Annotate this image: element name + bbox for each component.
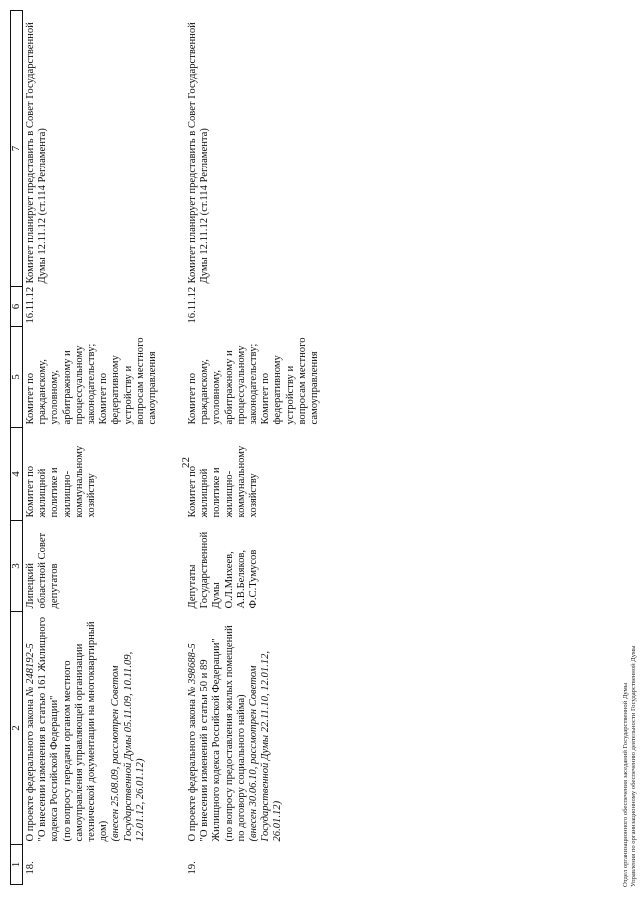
responsible-committee: Комитет по жилищной политике и жилищно-коммунальному хозяйству (187, 445, 260, 518)
page-number: 22 (180, 457, 192, 468)
bill-prefix: О проекте федерального закона (187, 699, 198, 842)
table-row (23, 11, 186, 885)
bill-author: Липецкий областной Совет депутатов (25, 532, 61, 609)
footer (622, 645, 638, 887)
bill-number: № 398688-5 (187, 643, 198, 697)
column-header-1: 1 (11, 845, 23, 885)
planned-date: 16.11.12 (187, 286, 198, 324)
co-committees: Комитет по гражданскому, уголовному, арбитражному и процессуальному законодательству; Комитет по федеративному устройству и вопросам местного самоуправления (25, 337, 159, 425)
column-header-2: 2 (11, 612, 23, 845)
bills-table (10, 10, 321, 885)
bill-subject: (по вопросу предоставления жилых помещений по договору социального найма) (223, 625, 247, 842)
bill-description (185, 612, 321, 845)
bill-title: "О внесении изменения в статью 161 Жилищного кодекса Российской Федерации" (37, 616, 61, 842)
note: Комитет планирует представить в Совет Государственной Думы 12.11.12 (ст.114 Регламента) (187, 22, 211, 284)
column-header-4: 4 (11, 428, 23, 521)
footer-line-1: Отдел организационного обеспечения заседаний Государственной Думы (622, 682, 629, 887)
bill-description (23, 612, 186, 845)
responsible-committee: Комитет по жилищной политике и жилищно-коммунальному хозяйству (25, 445, 98, 518)
table-row (185, 11, 321, 885)
column-header-7: 7 (11, 11, 23, 287)
bill-author: Депутаты Государственной Думы О.Л.Михеев, А.В.Беляков, Ф.С.Тумусов (187, 531, 260, 609)
row-number: 18. (25, 861, 36, 875)
bill-prefix: О проекте федерального закона (25, 699, 36, 842)
row-number: 19. (187, 861, 198, 875)
column-header-3: 3 (11, 521, 23, 612)
column-header-6: 6 (11, 287, 23, 327)
bill-status: (внесен 25.08.09, рассмотрен Советом Государственной Думы 05.11.09, 10.11.09, 12.01.12, 26.01.12) (110, 651, 146, 842)
planned-date: 16.11.12 (25, 286, 36, 324)
bill-subject: (по вопросу передачи органом местного самоуправления управляющей организации технической документации на многоквартирный дом) (61, 621, 110, 842)
header-row (11, 11, 23, 885)
bill-number: № 248192-5 (25, 643, 36, 697)
note: Комитет планирует представить в Совет Государственной Думы 12.11.12 (ст.114 Регламента) (25, 22, 49, 284)
bill-status: (внесен 30.06.10, рассмотрен Советом Государственной Думы 22.11.10, 12.01.12, 26.01.12) (248, 650, 284, 842)
co-committees: Комитет по гражданскому, уголовному, арбитражному и процессуальному законодательству; Комитет по федеративному устройству и вопросам местного самоуправления (187, 337, 321, 425)
column-header-5: 5 (11, 327, 23, 428)
bill-title: "О внесении изменений в статьи 50 и 89 Жилищного кодекса Российской Федерации" (199, 638, 223, 842)
footer-line-2: Управления по организационному обеспечению деятельности Государственной Думы (630, 645, 637, 887)
